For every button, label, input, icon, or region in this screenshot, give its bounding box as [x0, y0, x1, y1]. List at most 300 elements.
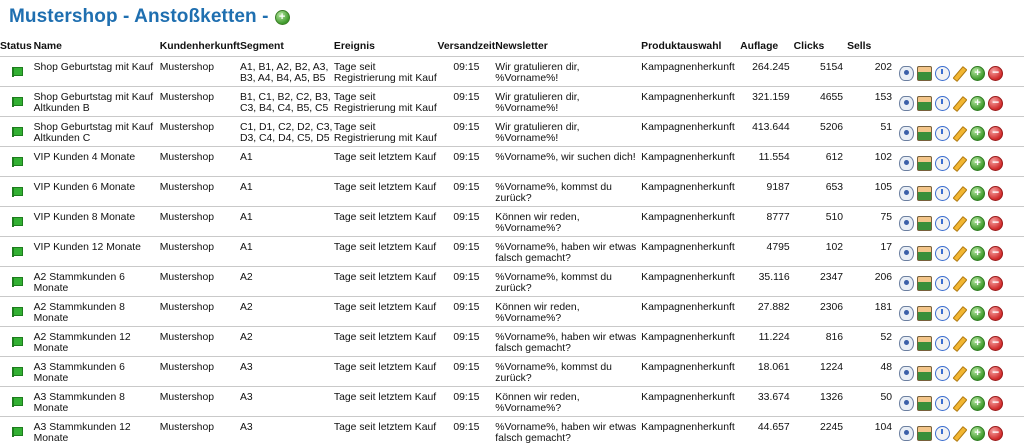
chains-table: [0, 41, 1024, 446]
origin-cell: [160, 357, 240, 387]
row-actions: [896, 87, 1024, 112]
origin-cell: [160, 387, 240, 417]
edit-pencil-icon[interactable]: [953, 216, 968, 232]
time-cell-text: 09:15: [438, 267, 496, 283]
clock-icon[interactable]: [935, 156, 950, 171]
table-row[interactable]: [0, 237, 1024, 267]
edit-pencil-icon[interactable]: [953, 66, 968, 82]
time-cell-text: 09:15: [438, 237, 496, 253]
header-segment[interactable]: Segment: [240, 41, 334, 57]
view-eye-icon[interactable]: [899, 66, 914, 81]
name-cell-text: A3 Stammkunden 12 Monate: [34, 417, 160, 444]
product-cell: [641, 57, 740, 87]
table-row[interactable]: [0, 147, 1024, 177]
event-cell-text: Tage seit letztem Kauf: [334, 387, 438, 403]
event-cell: [334, 297, 438, 327]
actions-cell: [896, 207, 1024, 237]
row-actions: [896, 417, 1024, 442]
segment-cell: [240, 177, 334, 207]
sells-cell: [847, 177, 896, 207]
row-actions: [896, 237, 1024, 262]
status-cell: [0, 327, 34, 357]
event-cell: [334, 57, 438, 87]
users-icon[interactable]: [917, 186, 932, 201]
status-cell: [0, 117, 34, 147]
sells-cell-text: 181: [847, 297, 896, 313]
table-row[interactable]: [0, 57, 1024, 87]
segment-cell: [240, 237, 334, 267]
name-cell[interactable]: [34, 147, 160, 177]
add-icon[interactable]: +: [970, 216, 985, 231]
delete-icon[interactable]: −: [988, 276, 1003, 291]
sells-cell-text: 102: [847, 147, 896, 163]
name-cell[interactable]: [34, 387, 160, 417]
clock-icon[interactable]: [935, 96, 950, 111]
name-cell[interactable]: [34, 297, 160, 327]
product-cell: [641, 87, 740, 117]
event-cell: [334, 177, 438, 207]
view-eye-icon[interactable]: [899, 276, 914, 291]
product-cell-text: Kampagnenherkunft: [641, 417, 740, 433]
users-icon[interactable]: [917, 336, 932, 351]
event-cell: [334, 87, 438, 117]
status-flag-icon[interactable]: [12, 397, 22, 409]
clicks-cell-text: 5206: [794, 117, 847, 133]
add-chain-icon[interactable]: +: [275, 10, 290, 25]
clicks-cell-text: 1326: [794, 387, 847, 403]
product-cell: [641, 177, 740, 207]
edition-cell-text: 18.061: [740, 357, 794, 373]
status-cell: [0, 237, 34, 267]
origin-cell-text: Mustershop: [160, 117, 240, 133]
time-cell: [438, 147, 496, 177]
newsletter-cell: [495, 177, 641, 207]
table-row[interactable]: [0, 267, 1024, 297]
users-icon[interactable]: [917, 246, 932, 261]
table-row[interactable]: [0, 117, 1024, 147]
clock-icon[interactable]: [935, 426, 950, 441]
table-row[interactable]: [0, 357, 1024, 387]
segment-cell-text: A1, B1, A2, B2, A3, B3, A4, B4, A5, B5: [240, 57, 334, 84]
clicks-cell-text: 2347: [794, 267, 847, 283]
edition-cell-text: 44.657: [740, 417, 794, 433]
status-flag-icon[interactable]: [12, 307, 22, 319]
header-origin[interactable]: Kundenherkunft: [160, 41, 240, 57]
segment-cell-text: A3: [240, 387, 334, 403]
name-cell[interactable]: [34, 327, 160, 357]
sells-cell-text: 50: [847, 387, 896, 403]
sells-cell: [847, 207, 896, 237]
actions-cell: [896, 147, 1024, 177]
edit-pencil-icon[interactable]: [953, 96, 968, 112]
event-cell-text: Tage seit letztem Kauf: [334, 297, 438, 313]
actions-cell: [896, 297, 1024, 327]
actions-cell: [896, 237, 1024, 267]
clock-icon[interactable]: [935, 336, 950, 351]
clicks-cell: [794, 297, 847, 327]
segment-cell-text: C1, D1, C2, D2, C3, D3, C4, D4, C5, D5: [240, 117, 334, 144]
edit-pencil-icon[interactable]: [953, 186, 968, 202]
sells-cell: [847, 327, 896, 357]
sells-cell-text: 17: [847, 237, 896, 253]
time-cell-text: 09:15: [438, 357, 496, 373]
edition-cell: [740, 387, 794, 417]
users-icon[interactable]: [917, 366, 932, 381]
time-cell-text: 09:15: [438, 57, 496, 73]
clicks-cell-text: 510: [794, 207, 847, 223]
status-cell: [0, 297, 34, 327]
status-cell: [0, 87, 34, 117]
actions-cell: [896, 117, 1024, 147]
edit-pencil-icon[interactable]: [953, 156, 968, 172]
row-actions: [896, 357, 1024, 382]
time-cell-text: 09:15: [438, 117, 496, 133]
name-cell[interactable]: [34, 417, 160, 446]
users-icon[interactable]: [917, 426, 932, 441]
event-cell-text: Tage seit letztem Kauf: [334, 207, 438, 223]
table-row[interactable]: [0, 297, 1024, 327]
newsletter-cell-text: %Vorname%, haben wir etwas falsch gemacht?: [495, 237, 641, 264]
edit-pencil-icon[interactable]: [953, 396, 968, 412]
name-cell[interactable]: [34, 267, 160, 297]
newsletter-cell: [495, 207, 641, 237]
segment-cell-text: A3: [240, 357, 334, 373]
status-flag-icon[interactable]: [12, 277, 22, 289]
header-time[interactable]: Versandzeit: [438, 41, 496, 57]
add-icon[interactable]: +: [970, 186, 985, 201]
origin-cell: [160, 87, 240, 117]
clicks-cell: [794, 117, 847, 147]
time-cell: [438, 387, 496, 417]
add-icon[interactable]: +: [970, 396, 985, 411]
actions-cell: [896, 387, 1024, 417]
delete-icon[interactable]: −: [988, 246, 1003, 261]
clock-icon[interactable]: [935, 186, 950, 201]
clicks-cell-text: 102: [794, 237, 847, 253]
origin-cell: [160, 147, 240, 177]
origin-cell: [160, 117, 240, 147]
status-cell: [0, 417, 34, 446]
users-icon[interactable]: [917, 276, 932, 291]
time-cell: [438, 297, 496, 327]
newsletter-cell-text: %Vorname%, haben wir etwas falsch gemacht?: [495, 417, 641, 444]
edit-pencil-icon[interactable]: [953, 126, 968, 142]
origin-cell: [160, 237, 240, 267]
status-flag-icon[interactable]: [12, 247, 22, 259]
clock-icon[interactable]: [935, 396, 950, 411]
name-cell-text: Shop Geburtstag mit Kauf Altkunden C: [34, 117, 160, 144]
users-icon[interactable]: [917, 156, 932, 171]
origin-cell: [160, 57, 240, 87]
edit-pencil-icon[interactable]: [953, 246, 968, 262]
status-flag-icon[interactable]: [12, 67, 22, 79]
newsletter-cell-text: %Vorname%, haben wir etwas falsch gemacht?: [495, 327, 641, 354]
actions-cell: [896, 327, 1024, 357]
newsletter-cell-text: Können wir reden, %Vorname%?: [495, 297, 641, 324]
segment-cell-text: A1: [240, 207, 334, 223]
event-cell-text: Tage seit letztem Kauf: [334, 417, 438, 433]
delete-icon[interactable]: −: [988, 216, 1003, 231]
event-cell: [334, 147, 438, 177]
clock-icon[interactable]: [935, 306, 950, 321]
clock-icon[interactable]: [935, 246, 950, 261]
origin-cell: [160, 297, 240, 327]
add-icon[interactable]: +: [970, 426, 985, 441]
users-icon[interactable]: [917, 96, 932, 111]
clock-icon[interactable]: [935, 366, 950, 381]
delete-icon[interactable]: −: [988, 126, 1003, 141]
clicks-cell-text: 653: [794, 177, 847, 193]
edit-pencil-icon[interactable]: [953, 306, 968, 322]
clicks-cell: [794, 387, 847, 417]
event-cell-text: Tage seit Registrierung mit Kauf: [334, 57, 438, 84]
newsletter-cell: [495, 57, 641, 87]
clock-icon[interactable]: [935, 216, 950, 231]
delete-icon[interactable]: −: [988, 186, 1003, 201]
status-cell: [0, 207, 34, 237]
edition-cell-text: 9187: [740, 177, 794, 193]
name-cell[interactable]: [34, 87, 160, 117]
product-cell-text: Kampagnenherkunft: [641, 87, 740, 103]
header-actions: [896, 41, 1024, 57]
view-eye-icon[interactable]: [899, 306, 914, 321]
users-icon[interactable]: [917, 306, 932, 321]
name-cell-text: VIP Kunden 4 Monate: [34, 147, 160, 163]
sells-cell-text: 153: [847, 87, 896, 103]
clicks-cell: [794, 327, 847, 357]
status-cell: [0, 267, 34, 297]
delete-icon[interactable]: −: [988, 366, 1003, 381]
edition-cell: [740, 327, 794, 357]
name-cell[interactable]: [34, 117, 160, 147]
row-actions: [896, 177, 1024, 202]
product-cell-text: Kampagnenherkunft: [641, 327, 740, 343]
row-actions: [896, 147, 1024, 172]
product-cell: [641, 207, 740, 237]
actions-cell: [896, 267, 1024, 297]
product-cell: [641, 267, 740, 297]
newsletter-cell: [495, 327, 641, 357]
newsletter-cell-text: Wir gratulieren dir, %Vorname%!: [495, 87, 641, 114]
product-cell-text: Kampagnenherkunft: [641, 207, 740, 223]
users-icon[interactable]: [917, 396, 932, 411]
time-cell-text: 09:15: [438, 297, 496, 313]
newsletter-cell-text: %Vorname%, kommst du zurück?: [495, 177, 641, 204]
clicks-cell-text: 2245: [794, 417, 847, 433]
event-cell: [334, 207, 438, 237]
header-newsletter[interactable]: Newsletter: [495, 41, 641, 57]
users-icon[interactable]: [917, 216, 932, 231]
add-icon[interactable]: +: [970, 96, 985, 111]
sells-cell: [847, 87, 896, 117]
time-cell: [438, 207, 496, 237]
event-cell-text: Tage seit letztem Kauf: [334, 327, 438, 343]
sells-cell: [847, 267, 896, 297]
status-flag-icon[interactable]: [12, 217, 22, 229]
delete-icon[interactable]: −: [988, 426, 1003, 441]
name-cell-text: A2 Stammkunden 12 Monate: [34, 327, 160, 354]
event-cell-text: Tage seit letztem Kauf: [334, 267, 438, 283]
clicks-cell: [794, 147, 847, 177]
delete-icon[interactable]: −: [988, 396, 1003, 411]
users-icon[interactable]: [917, 126, 932, 141]
status-flag-icon[interactable]: [12, 427, 22, 439]
name-cell-text: A2 Stammkunden 6 Monate: [34, 267, 160, 294]
segment-cell-text: B1, C1, B2, C2, B3, C3, B4, C4, B5, C5: [240, 87, 334, 114]
clock-icon[interactable]: [935, 276, 950, 291]
origin-cell: [160, 417, 240, 446]
name-cell[interactable]: [34, 57, 160, 87]
add-icon[interactable]: +: [970, 366, 985, 381]
name-cell[interactable]: [34, 177, 160, 207]
segment-cell-text: A2: [240, 327, 334, 343]
event-cell-text: Tage seit letztem Kauf: [334, 237, 438, 253]
origin-cell-text: Mustershop: [160, 237, 240, 253]
page-header: [9, 6, 290, 28]
edit-pencil-icon[interactable]: [953, 276, 968, 292]
newsletter-cell: [495, 117, 641, 147]
name-cell-text: VIP Kunden 8 Monate: [34, 207, 160, 223]
edit-pencil-icon[interactable]: [953, 426, 968, 442]
add-icon[interactable]: +: [970, 126, 985, 141]
delete-icon[interactable]: −: [988, 336, 1003, 351]
newsletter-cell: [495, 237, 641, 267]
clicks-cell: [794, 417, 847, 446]
edit-pencil-icon[interactable]: [953, 366, 968, 382]
header-edition[interactable]: Auflage: [740, 41, 794, 57]
table-row[interactable]: [0, 177, 1024, 207]
edition-cell: [740, 177, 794, 207]
delete-icon[interactable]: −: [988, 66, 1003, 81]
clicks-cell: [794, 207, 847, 237]
time-cell-text: 09:15: [438, 327, 496, 343]
users-icon[interactable]: [917, 66, 932, 81]
segment-cell-text: A2: [240, 297, 334, 313]
header-status[interactable]: Status: [0, 41, 34, 57]
clicks-cell-text: 4655: [794, 87, 847, 103]
add-icon[interactable]: +: [970, 66, 985, 81]
edit-pencil-icon[interactable]: [953, 336, 968, 352]
name-cell-text: VIP Kunden 12 Monate: [34, 237, 160, 253]
segment-cell: [240, 417, 334, 446]
newsletter-cell-text: Können wir reden, %Vorname%?: [495, 387, 641, 414]
view-eye-icon[interactable]: [899, 366, 914, 381]
view-eye-icon[interactable]: [899, 216, 914, 231]
sells-cell-text: 104: [847, 417, 896, 433]
name-cell[interactable]: [34, 207, 160, 237]
product-cell-text: Kampagnenherkunft: [641, 387, 740, 403]
view-eye-icon[interactable]: [899, 156, 914, 171]
view-eye-icon[interactable]: [899, 396, 914, 411]
segment-cell-text: A2: [240, 267, 334, 283]
status-flag-icon[interactable]: [12, 367, 22, 379]
view-eye-icon[interactable]: [899, 336, 914, 351]
origin-cell-text: Mustershop: [160, 417, 240, 433]
edition-cell: [740, 117, 794, 147]
table-row[interactable]: [0, 87, 1024, 117]
name-cell-text: Shop Geburtstag mit Kauf: [34, 57, 160, 73]
view-eye-icon[interactable]: [899, 126, 914, 141]
name-cell[interactable]: [34, 237, 160, 267]
delete-icon[interactable]: −: [988, 156, 1003, 171]
newsletter-cell: [495, 87, 641, 117]
name-cell[interactable]: [34, 357, 160, 387]
product-cell-text: Kampagnenherkunft: [641, 297, 740, 313]
edition-cell-text: 4795: [740, 237, 794, 253]
edition-cell-text: 413.644: [740, 117, 794, 133]
clock-icon[interactable]: [935, 66, 950, 81]
status-flag-icon[interactable]: [12, 157, 22, 169]
newsletter-cell: [495, 297, 641, 327]
clock-icon[interactable]: [935, 126, 950, 141]
segment-cell-text: A1: [240, 237, 334, 253]
segment-cell: [240, 207, 334, 237]
status-flag-icon[interactable]: [12, 187, 22, 199]
table-row[interactable]: [0, 417, 1024, 446]
segment-cell-text: A1: [240, 177, 334, 193]
clicks-cell-text: 2306: [794, 297, 847, 313]
time-cell: [438, 117, 496, 147]
view-eye-icon[interactable]: [899, 186, 914, 201]
product-cell-text: Kampagnenherkunft: [641, 267, 740, 283]
table-header-row: [0, 41, 1024, 57]
origin-cell-text: Mustershop: [160, 147, 240, 163]
sells-cell: [847, 147, 896, 177]
delete-icon[interactable]: −: [988, 96, 1003, 111]
status-flag-icon[interactable]: [12, 127, 22, 139]
time-cell-text: 09:15: [438, 417, 496, 433]
table-row[interactable]: [0, 387, 1024, 417]
header-product[interactable]: Produktauswahl: [641, 41, 740, 57]
time-cell: [438, 237, 496, 267]
status-flag-icon[interactable]: [12, 97, 22, 109]
view-eye-icon[interactable]: [899, 426, 914, 441]
table-row[interactable]: [0, 207, 1024, 237]
event-cell: [334, 267, 438, 297]
view-eye-icon[interactable]: [899, 96, 914, 111]
segment-cell-text: A1: [240, 147, 334, 163]
time-cell: [438, 87, 496, 117]
table-row[interactable]: [0, 327, 1024, 357]
status-flag-icon[interactable]: [12, 337, 22, 349]
row-actions: [896, 207, 1024, 232]
edition-cell: [740, 87, 794, 117]
add-icon[interactable]: +: [970, 306, 985, 321]
product-cell: [641, 387, 740, 417]
add-icon[interactable]: +: [970, 246, 985, 261]
view-eye-icon[interactable]: [899, 246, 914, 261]
origin-cell: [160, 177, 240, 207]
newsletter-cell: [495, 417, 641, 446]
add-icon[interactable]: +: [970, 156, 985, 171]
product-cell-text: Kampagnenherkunft: [641, 57, 740, 73]
segment-cell: [240, 327, 334, 357]
edition-cell: [740, 297, 794, 327]
header-sells[interactable]: Sells: [847, 41, 896, 57]
add-icon[interactable]: +: [970, 276, 985, 291]
origin-cell-text: Mustershop: [160, 387, 240, 403]
delete-icon[interactable]: −: [988, 306, 1003, 321]
header-clicks[interactable]: Clicks: [794, 41, 847, 57]
edition-cell-text: 8777: [740, 207, 794, 223]
header-name[interactable]: Name: [34, 41, 160, 57]
add-icon[interactable]: +: [970, 336, 985, 351]
header-event[interactable]: Ereignis: [334, 41, 438, 57]
newsletter-cell: [495, 147, 641, 177]
name-cell-text: A3 Stammkunden 6 Monate: [34, 357, 160, 384]
segment-cell: [240, 357, 334, 387]
sells-cell-text: 105: [847, 177, 896, 193]
